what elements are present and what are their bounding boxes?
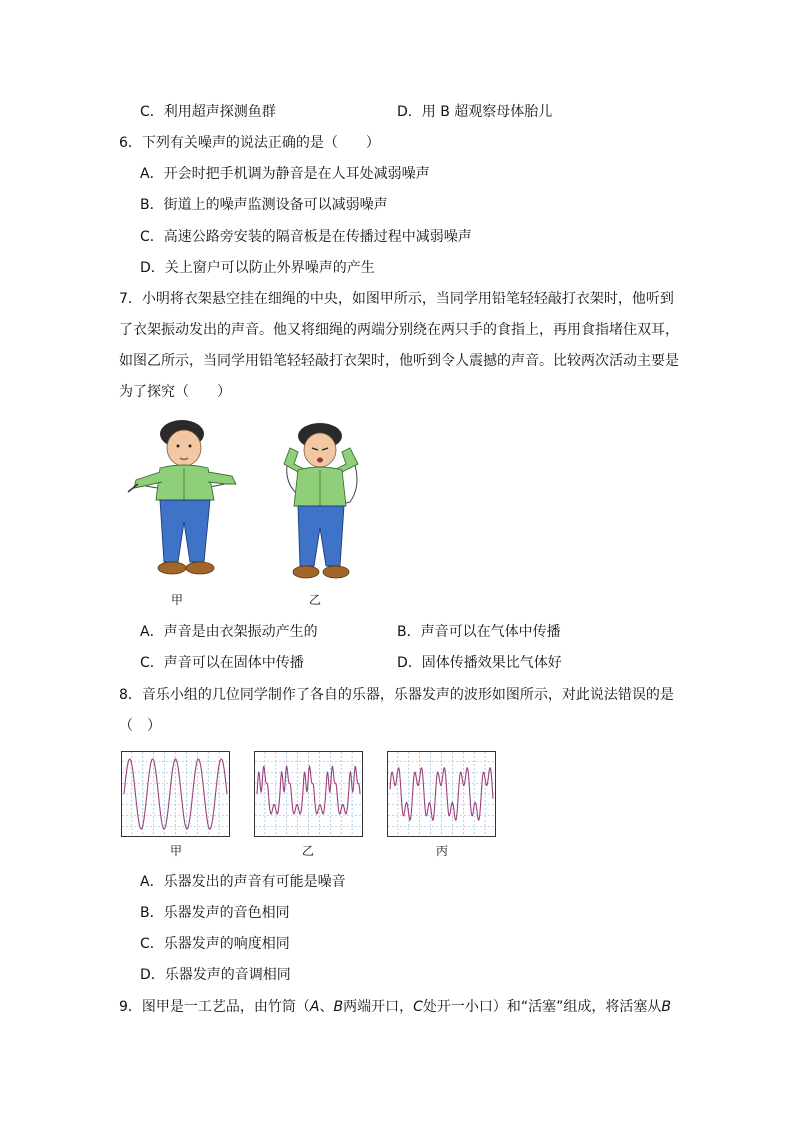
q7-stem-line-3: 如图乙所示，当同学用铅笔轻轻敲打衣架时，他听到令人震撼的声音。比较两次活动主要是	[119, 353, 679, 369]
q8-option-b: B．乐器发声的音色相同	[140, 905, 290, 921]
q7-option-b: B．声音可以在气体中传播	[397, 624, 561, 640]
q8-stem-line-2: （ ）	[119, 718, 161, 734]
boy-figure-yi	[270, 422, 370, 584]
waveform-yi	[254, 751, 363, 837]
q8-option-c: C．乐器发声的响度相同	[140, 936, 290, 952]
q8-option-d: D．乐器发声的音调相同	[140, 967, 291, 983]
q8-stem-line-1: 8．音乐小组的几位同学制作了各自的乐器，乐器发声的波形如图所示，对此说法错误的是	[119, 687, 674, 703]
q9-var-a: A	[309, 999, 320, 1015]
waveform-jia	[121, 751, 230, 837]
q9-var-c: C	[413, 999, 423, 1015]
q9-stem-line-1	[119, 997, 671, 1017]
q9-sep: 、	[319, 999, 334, 1015]
q6-option-b: B．街道上的噪声监测设备可以减弱噪声	[140, 197, 388, 213]
q5-option-c: C．利用超声探测鱼群	[140, 104, 276, 120]
wave-label-yi: 乙	[302, 844, 315, 858]
q6-option-c: C．高速公路旁安装的隔音板是在传播过程中减弱噪声	[140, 229, 472, 245]
fig-label-jia: 甲	[171, 593, 184, 607]
q5-option-d: D．用 B 超观察母体胎儿	[397, 104, 553, 120]
q8-option-a: A．乐器发出的声音有可能是噪音	[140, 874, 346, 890]
q9-var-b: B	[333, 999, 344, 1015]
wave-label-bing: 丙	[436, 844, 449, 858]
q7-option-a: A．声音是由衣架振动产生的	[140, 624, 318, 640]
q9-text-3: 处开一小口）和“活塞”组成，将活塞从	[422, 999, 662, 1015]
q7-stem-line-4: 为了探究（ ）	[119, 384, 231, 400]
q6-option-d: D．关上窗户可以防止外界噪声的产生	[140, 260, 375, 276]
q6-option-a: A．开会时把手机调为静音是在人耳处减弱噪声	[140, 166, 430, 182]
fig-label-yi: 乙	[309, 593, 322, 607]
q7-stem-line-2: 了衣架振动发出的声音。他又将细绳的两端分别绕在两只手的食指上，再用食指堵住双耳，	[119, 322, 679, 338]
q7-stem-line-1: 7．小明将衣架悬空挂在细绳的中央，如图甲所示，当同学用铅笔轻轻敲打衣架时，他听到	[119, 291, 674, 307]
q7-option-d: D．固体传播效果比气体好	[397, 655, 562, 671]
wave-label-jia: 甲	[170, 844, 183, 858]
q9-var-b2: B	[661, 999, 672, 1015]
boy-figure-jia	[122, 418, 250, 580]
q7-option-c: C．声音可以在固体中传播	[140, 655, 304, 671]
waveform-bing	[387, 751, 496, 837]
q9-text-1: 9．图甲是一工艺品，由竹筒（	[119, 999, 310, 1015]
q6-stem: 6．下列有关噪声的说法正确的是（ ）	[119, 135, 380, 151]
q9-text-2: 两端开口，	[343, 999, 414, 1015]
